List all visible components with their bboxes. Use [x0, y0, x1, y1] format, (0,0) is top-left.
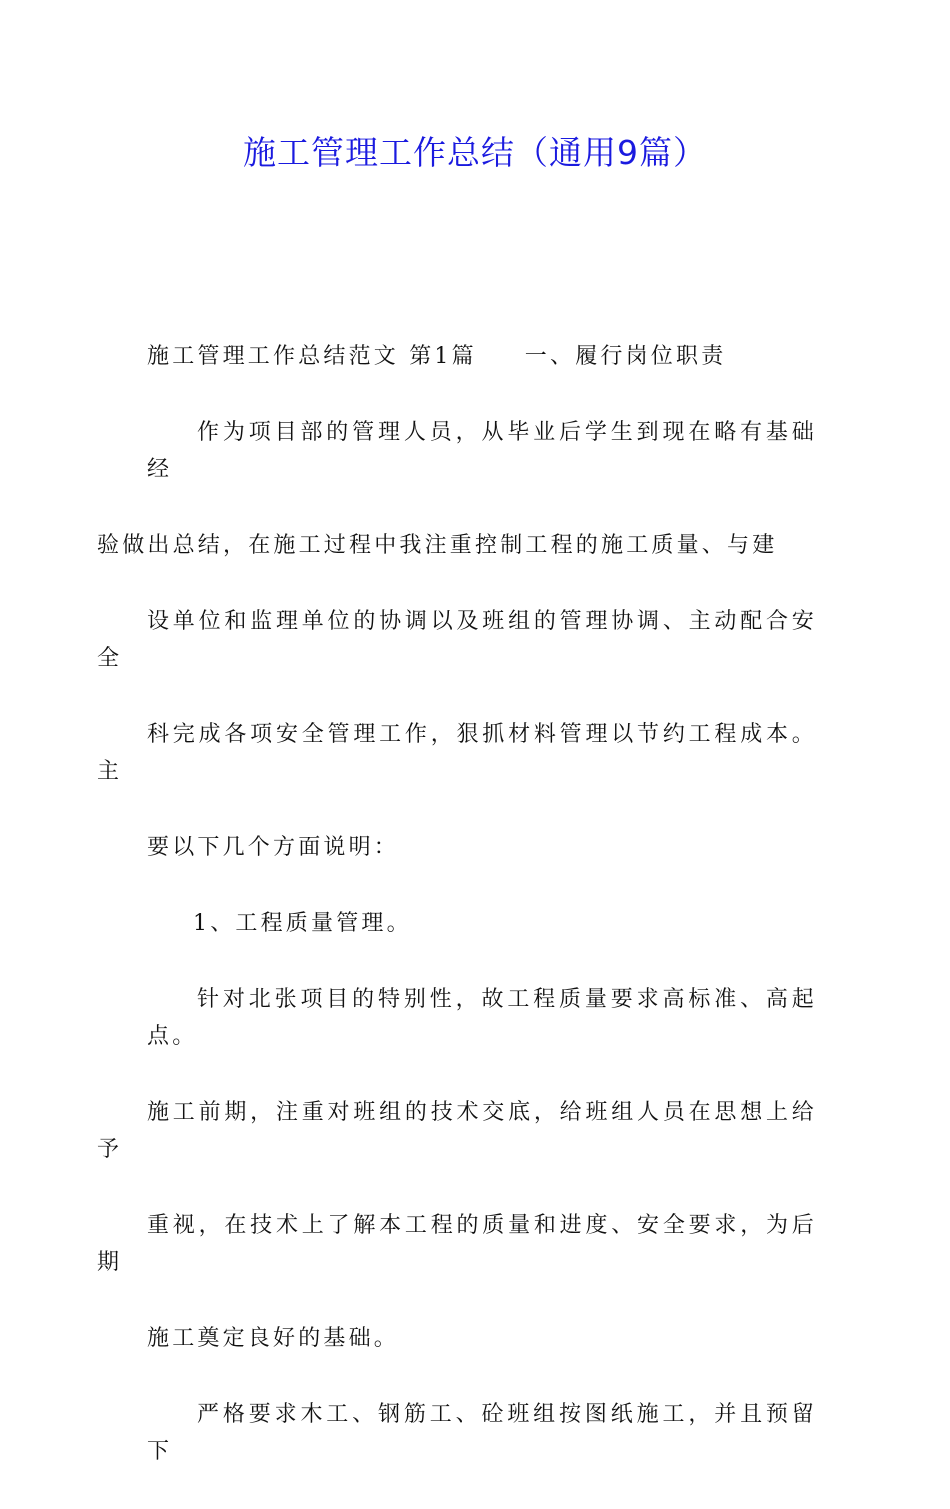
intro-line: [147, 338, 817, 375]
paragraph-2-line-1: 针对北张项目的特别性，故工程质量要求高标准、高起点。: [147, 987, 817, 1049]
paragraph-2-line-4: 施工奠定良好的基础。: [147, 1326, 400, 1351]
list-item-1: 1、工程质量管理。: [193, 911, 412, 936]
document-title: 施工管理工作总结（通用9篇）: [243, 133, 707, 172]
paragraph-1-line-2: 验做出总结，在施工过程中我注重控制工程的施工质量、与建: [97, 533, 778, 558]
paragraph-2-line-3: 重视，在技术上了解本工程的质量和进度、安全要求，为后期: [97, 1213, 817, 1275]
paragraph-2-line-2: 施工前期，注重对班组的技术交底，给班组人员在思想上给予: [97, 1100, 817, 1162]
section-heading: 一、履行岗位职责: [524, 344, 727, 369]
paragraph-1-line-5: 要以下几个方面说明：: [147, 835, 400, 860]
paragraph-1-line-4: 科完成各项安全管理工作，狠抓材料管理以节约工程成本。主: [97, 722, 817, 784]
paragraph-1-line-1: 作为项目部的管理人员，从毕业后学生到现在略有基础经: [147, 420, 817, 482]
paragraph-1: [97, 414, 817, 866]
paragraph-1-line-3: 设单位和监理单位的协调以及班组的管理协调、主动配合安全: [97, 609, 817, 671]
paragraph-3: 严格要求木工、钢筋工、砼班组按图纸施工，并且预留下: [147, 1402, 817, 1464]
paragraph-2: [97, 981, 817, 1357]
document-body: [97, 338, 817, 1509]
intro-label: 施工管理工作总结范文 第1篇: [147, 344, 477, 369]
